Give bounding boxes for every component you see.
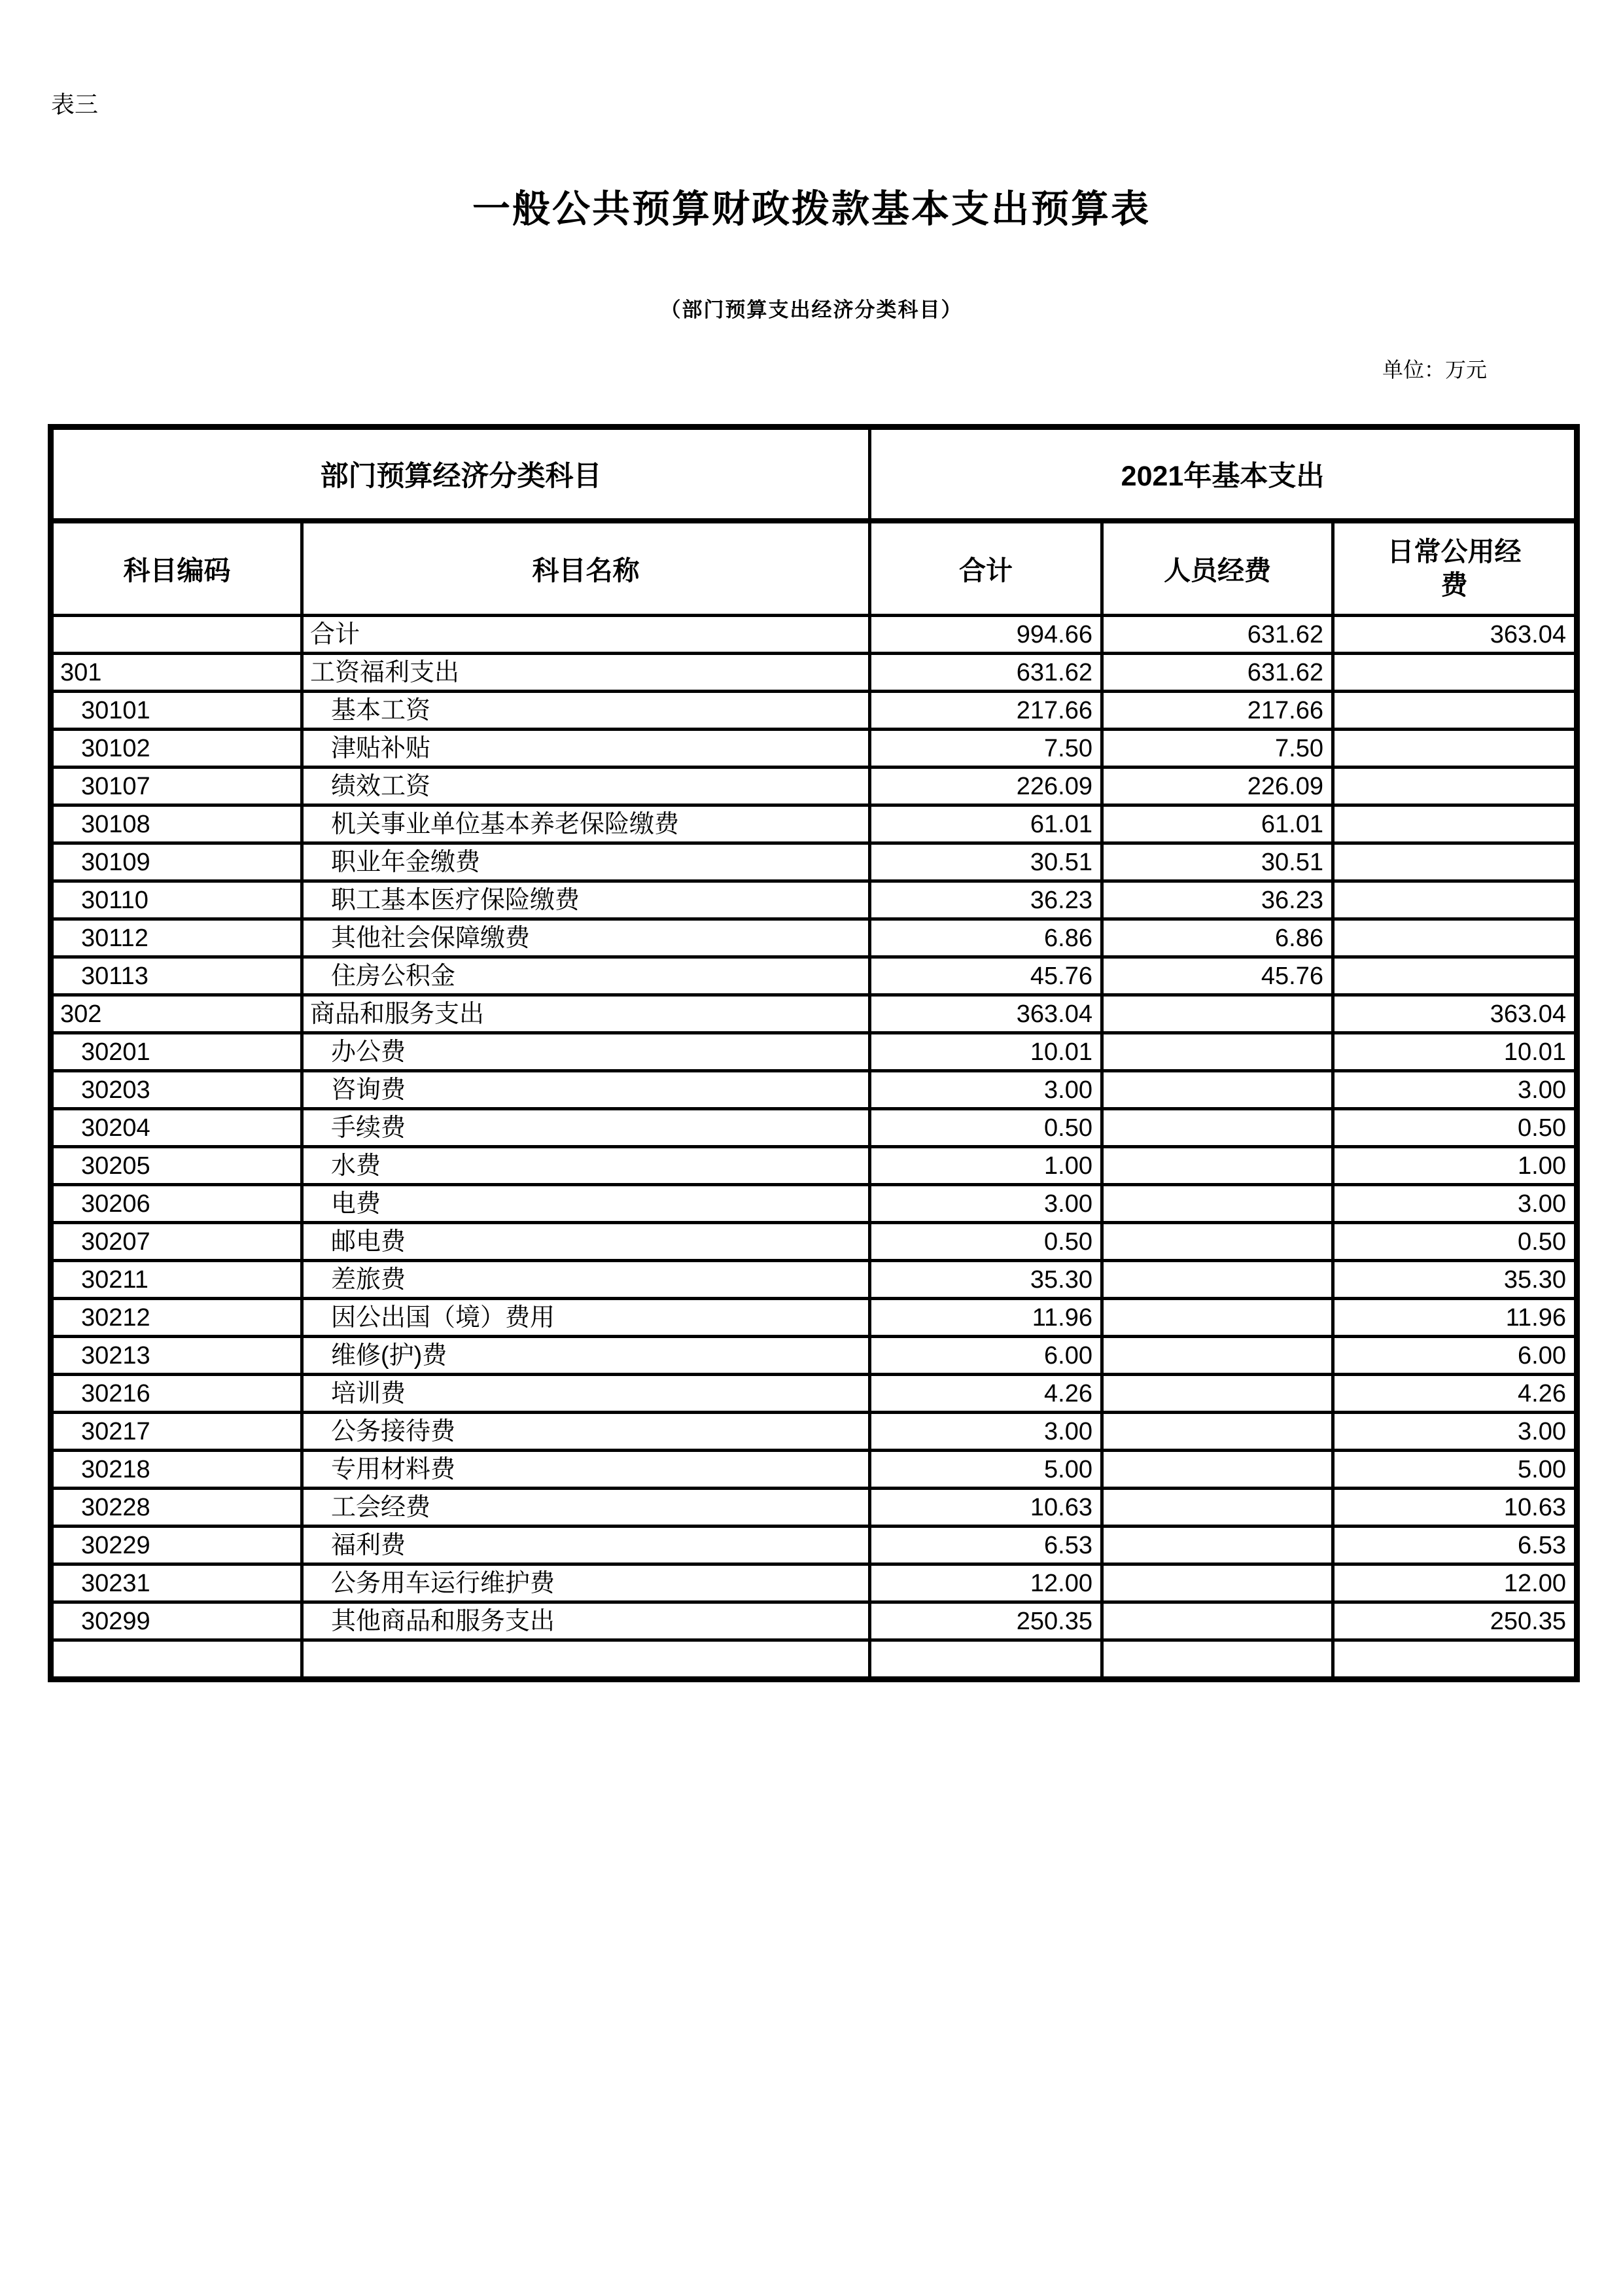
subject-name-cell: 其他商品和服务支出 — [302, 1602, 870, 1640]
total-value-cell: 4.26 — [870, 1375, 1102, 1413]
subject-code-cell — [51, 616, 302, 654]
total-value-cell: 363.04 — [870, 995, 1102, 1033]
subject-name-cell: 电费 — [302, 1185, 870, 1223]
subject-name-cell: 基本工资 — [302, 692, 870, 730]
daily-value-cell: 11.96 — [1333, 1299, 1577, 1337]
personnel-value-cell — [1102, 1109, 1333, 1147]
personnel-value-cell: 217.66 — [1102, 692, 1333, 730]
total-value-cell: 6.00 — [870, 1337, 1102, 1375]
subject-code-cell: 30211 — [51, 1261, 302, 1299]
personnel-value-cell: 631.62 — [1102, 616, 1333, 654]
table-row — [51, 1147, 1577, 1185]
table-row — [51, 805, 1577, 843]
subject-name-cell: 机关事业单位基本养老保险缴费 — [302, 805, 870, 843]
total-value-cell: 10.63 — [870, 1489, 1102, 1527]
table-row — [51, 1451, 1577, 1489]
subject-code-cell: 30229 — [51, 1527, 302, 1564]
column-header-personnel-funds: 人员经费 — [1102, 521, 1333, 616]
personnel-value-cell — [1102, 995, 1333, 1033]
personnel-value-cell: 45.76 — [1102, 957, 1333, 995]
total-value-cell: 5.00 — [870, 1451, 1102, 1489]
total-value-cell: 6.86 — [870, 919, 1102, 957]
table-row — [51, 616, 1577, 654]
personnel-value-cell — [1102, 1147, 1333, 1185]
total-value-cell: 45.76 — [870, 957, 1102, 995]
personnel-value-cell: 631.62 — [1102, 654, 1333, 692]
table-row — [51, 1489, 1577, 1527]
total-value-cell: 30.51 — [870, 843, 1102, 881]
total-value-cell — [870, 1640, 1102, 1680]
subject-code-cell: 301 — [51, 654, 302, 692]
subject-code-cell: 30205 — [51, 1147, 302, 1185]
daily-value-cell: 1.00 — [1333, 1147, 1577, 1185]
subject-name-cell: 公务接待费 — [302, 1413, 870, 1451]
total-value-cell: 36.23 — [870, 881, 1102, 919]
page-title: 一般公共预算财政拨款基本支出预算表 — [472, 188, 1151, 230]
daily-value-cell: 0.50 — [1333, 1223, 1577, 1261]
total-value-cell: 7.50 — [870, 730, 1102, 768]
subject-name-cell: 培训费 — [302, 1375, 870, 1413]
subject-code-cell: 30112 — [51, 919, 302, 957]
header-group-classification: 部门预算经济分类科目 — [51, 427, 870, 521]
subject-code-cell: 30231 — [51, 1564, 302, 1602]
personnel-value-cell — [1102, 1375, 1333, 1413]
daily-value-cell — [1333, 957, 1577, 995]
table-row — [51, 881, 1577, 919]
page-subtitle: （部门预算支出经济分类科目） — [660, 298, 963, 321]
budget-table — [48, 424, 1580, 1682]
subject-code-cell: 30110 — [51, 881, 302, 919]
table-row — [51, 1261, 1577, 1299]
subject-name-cell: 其他社会保障缴费 — [302, 919, 870, 957]
personnel-value-cell — [1102, 1564, 1333, 1602]
personnel-value-cell: 36.23 — [1102, 881, 1333, 919]
subject-name-cell: 差旅费 — [302, 1261, 870, 1299]
personnel-value-cell — [1102, 1602, 1333, 1640]
column-header-subject-code: 科目编码 — [51, 521, 302, 616]
personnel-value-cell — [1102, 1527, 1333, 1564]
daily-value-cell: 5.00 — [1333, 1451, 1577, 1489]
table-row — [51, 995, 1577, 1033]
table-row — [51, 1640, 1577, 1680]
subject-name-cell: 办公费 — [302, 1033, 870, 1071]
daily-value-cell — [1333, 843, 1577, 881]
subject-name-cell: 维修(护)费 — [302, 1337, 870, 1375]
column-header-total: 合计 — [870, 521, 1102, 616]
personnel-value-cell — [1102, 1299, 1333, 1337]
subject-name-cell: 咨询费 — [302, 1071, 870, 1109]
daily-value-cell — [1333, 1640, 1577, 1680]
personnel-value-cell — [1102, 1185, 1333, 1223]
subject-code-cell: 30207 — [51, 1223, 302, 1261]
subject-code-cell: 30228 — [51, 1489, 302, 1527]
subject-name-cell: 公务用车运行维护费 — [302, 1564, 870, 1602]
total-value-cell: 0.50 — [870, 1109, 1102, 1147]
subject-name-cell: 职工基本医疗保险缴费 — [302, 881, 870, 919]
subject-code-cell: 30216 — [51, 1375, 302, 1413]
subject-name-cell: 津贴补贴 — [302, 730, 870, 768]
subject-code-cell: 30101 — [51, 692, 302, 730]
personnel-value-cell: 226.09 — [1102, 768, 1333, 805]
subject-name-cell: 福利费 — [302, 1527, 870, 1564]
total-value-cell: 3.00 — [870, 1413, 1102, 1451]
subject-code-cell: 30102 — [51, 730, 302, 768]
table-row — [51, 1299, 1577, 1337]
personnel-value-cell — [1102, 1489, 1333, 1527]
subject-name-cell — [302, 1640, 870, 1680]
daily-value-cell — [1333, 692, 1577, 730]
table-row — [51, 957, 1577, 995]
table-row — [51, 1413, 1577, 1451]
total-value-cell: 11.96 — [870, 1299, 1102, 1337]
total-value-cell: 0.50 — [870, 1223, 1102, 1261]
table-row — [51, 1185, 1577, 1223]
subject-code-cell: 30109 — [51, 843, 302, 881]
total-value-cell: 10.01 — [870, 1033, 1102, 1071]
daily-value-cell: 250.35 — [1333, 1602, 1577, 1640]
subject-code-cell: 30299 — [51, 1602, 302, 1640]
subject-code-cell: 30218 — [51, 1451, 302, 1489]
table-row — [51, 1071, 1577, 1109]
table-row — [51, 1337, 1577, 1375]
daily-value-cell: 3.00 — [1333, 1413, 1577, 1451]
header-group-2021-basic-expenditure: 2021年基本支出 — [870, 427, 1577, 521]
subject-code-cell: 30203 — [51, 1071, 302, 1109]
personnel-value-cell: 30.51 — [1102, 843, 1333, 881]
table-row — [51, 730, 1577, 768]
daily-value-cell: 12.00 — [1333, 1564, 1577, 1602]
table-row — [51, 1564, 1577, 1602]
table-row — [51, 654, 1577, 692]
subject-name-cell: 水费 — [302, 1147, 870, 1185]
total-value-cell: 217.66 — [870, 692, 1102, 730]
personnel-value-cell — [1102, 1071, 1333, 1109]
subject-name-cell: 手续费 — [302, 1109, 870, 1147]
total-value-cell: 3.00 — [870, 1071, 1102, 1109]
table-row — [51, 692, 1577, 730]
daily-value-cell — [1333, 654, 1577, 692]
personnel-value-cell — [1102, 1640, 1333, 1680]
daily-value-cell — [1333, 919, 1577, 957]
subject-code-cell: 30212 — [51, 1299, 302, 1337]
subject-name-cell: 职业年金缴费 — [302, 843, 870, 881]
daily-value-cell: 0.50 — [1333, 1109, 1577, 1147]
total-value-cell: 994.66 — [870, 616, 1102, 654]
subject-name-cell: 因公出国（境）费用 — [302, 1299, 870, 1337]
subject-code-cell — [51, 1640, 302, 1680]
table-header-group-row — [51, 427, 1577, 521]
table-row — [51, 1375, 1577, 1413]
table-row — [51, 768, 1577, 805]
table-row — [51, 1223, 1577, 1261]
doc-tag: 表三 — [51, 91, 99, 118]
personnel-value-cell — [1102, 1261, 1333, 1299]
personnel-value-cell: 7.50 — [1102, 730, 1333, 768]
personnel-value-cell — [1102, 1033, 1333, 1071]
subject-name-cell: 邮电费 — [302, 1223, 870, 1261]
personnel-value-cell: 6.86 — [1102, 919, 1333, 957]
column-header-daily-public-funds-text: 日常公用经费 — [1387, 536, 1522, 600]
table-row — [51, 919, 1577, 957]
column-header-subject-name: 科目名称 — [302, 521, 870, 616]
daily-value-cell: 10.01 — [1333, 1033, 1577, 1071]
total-value-cell: 6.53 — [870, 1527, 1102, 1564]
unit-label: 单位：万元 — [1382, 358, 1487, 381]
column-header-daily-public-funds — [1333, 521, 1577, 616]
daily-value-cell: 6.53 — [1333, 1527, 1577, 1564]
total-value-cell: 12.00 — [870, 1564, 1102, 1602]
subject-code-cell: 30107 — [51, 768, 302, 805]
daily-value-cell: 363.04 — [1333, 616, 1577, 654]
table-row — [51, 1033, 1577, 1071]
total-value-cell: 250.35 — [870, 1602, 1102, 1640]
subject-code-cell: 30204 — [51, 1109, 302, 1147]
personnel-value-cell — [1102, 1451, 1333, 1489]
daily-value-cell — [1333, 730, 1577, 768]
daily-value-cell: 3.00 — [1333, 1071, 1577, 1109]
total-value-cell: 35.30 — [870, 1261, 1102, 1299]
table-row — [51, 1527, 1577, 1564]
personnel-value-cell — [1102, 1337, 1333, 1375]
total-value-cell: 226.09 — [870, 768, 1102, 805]
daily-value-cell: 6.00 — [1333, 1337, 1577, 1375]
daily-value-cell — [1333, 881, 1577, 919]
subject-name-cell: 住房公积金 — [302, 957, 870, 995]
total-value-cell: 61.01 — [870, 805, 1102, 843]
daily-value-cell: 363.04 — [1333, 995, 1577, 1033]
subject-code-cell: 30113 — [51, 957, 302, 995]
subject-name-cell: 工资福利支出 — [302, 654, 870, 692]
subject-code-cell: 302 — [51, 995, 302, 1033]
personnel-value-cell: 61.01 — [1102, 805, 1333, 843]
subject-name-cell: 专用材料费 — [302, 1451, 870, 1489]
subject-name-cell: 工会经费 — [302, 1489, 870, 1527]
table-row — [51, 1602, 1577, 1640]
daily-value-cell: 35.30 — [1333, 1261, 1577, 1299]
daily-value-cell: 10.63 — [1333, 1489, 1577, 1527]
daily-value-cell: 4.26 — [1333, 1375, 1577, 1413]
subject-name-cell: 合计 — [302, 616, 870, 654]
subject-code-cell: 30108 — [51, 805, 302, 843]
daily-value-cell — [1333, 805, 1577, 843]
daily-value-cell — [1333, 768, 1577, 805]
table-row — [51, 843, 1577, 881]
daily-value-cell: 3.00 — [1333, 1185, 1577, 1223]
subject-code-cell: 30213 — [51, 1337, 302, 1375]
personnel-value-cell — [1102, 1223, 1333, 1261]
subject-name-cell: 绩效工资 — [302, 768, 870, 805]
subject-code-cell: 30206 — [51, 1185, 302, 1223]
total-value-cell: 1.00 — [870, 1147, 1102, 1185]
subject-code-cell: 30217 — [51, 1413, 302, 1451]
subject-code-cell: 30201 — [51, 1033, 302, 1071]
subject-name-cell: 商品和服务支出 — [302, 995, 870, 1033]
personnel-value-cell — [1102, 1413, 1333, 1451]
total-value-cell: 631.62 — [870, 654, 1102, 692]
table-row — [51, 1109, 1577, 1147]
total-value-cell: 3.00 — [870, 1185, 1102, 1223]
table-header-columns-row — [51, 521, 1577, 616]
